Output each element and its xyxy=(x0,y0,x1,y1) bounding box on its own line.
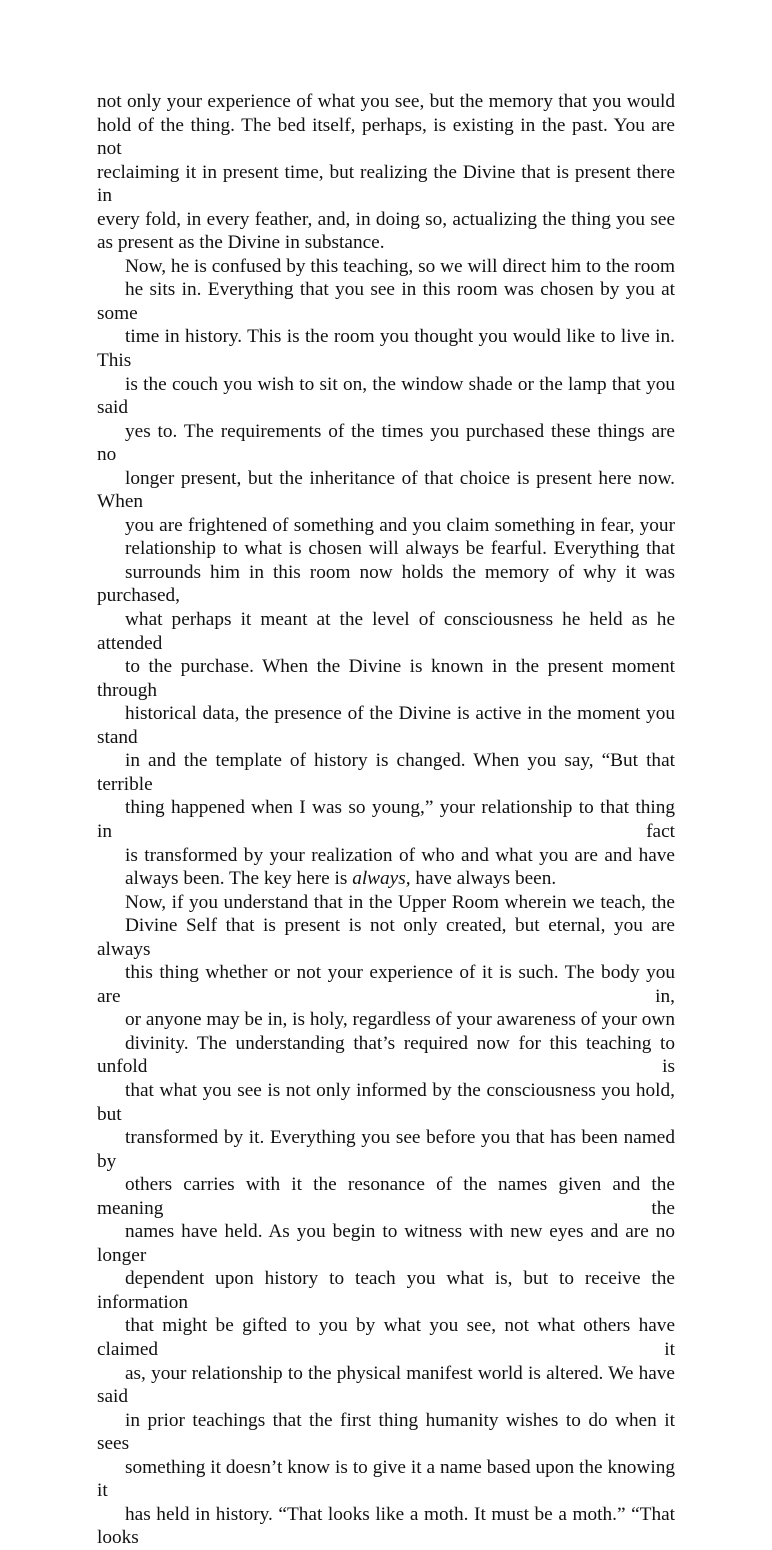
text-line: others carries with it the resonance of the names given and the meaning the xyxy=(97,1174,675,1219)
text-line: always been. The key here is always, have always been. xyxy=(125,868,557,890)
text-line: in and the template of history is changed. When you say, “But that terrible xyxy=(97,750,675,795)
text-line: names have held. As you begin to witness with new eyes and are no longer xyxy=(97,1221,675,1266)
text-line: time in history. This is the room you thought you would like to live in. This xyxy=(97,326,675,372)
text-line: he sits in. Everything that you see in this room was chosen by you at some xyxy=(97,279,675,324)
text-line: reclaiming it in present time, but realizing the Divine that is present there in xyxy=(97,161,675,207)
text-line: or anyone may be in, is holy, regardless of your awareness of your own xyxy=(125,1009,675,1031)
text-line: thing happened when I was so young,” your relationship to that thing in fact xyxy=(97,797,675,842)
paragraph xyxy=(97,255,675,891)
text-line: is transformed by your realization of who and what you are and have xyxy=(125,844,675,866)
text-line: divinity. The understanding that’s required now for this teaching to unfold is xyxy=(97,1032,675,1078)
text-line: not only your experience of what you see, but the memory that you would xyxy=(97,91,675,112)
text-line: Now, if you understand that in the Upper Room wherein we teach, the xyxy=(125,891,675,913)
text-line: as present as the Divine in substance. xyxy=(97,232,385,254)
text-line: every fold, in every feather, and, in doing so, actualizing the thing you see xyxy=(97,208,675,230)
text-line: has held in history. “That looks like a moth. It must be a moth.” “That looks xyxy=(97,1503,675,1549)
text-line: that might be gifted to you by what you see, not what others have claimed it xyxy=(97,1315,675,1360)
text-line: that what you see is not only informed by the consciousness you hold, but xyxy=(97,1079,675,1125)
text-line: in prior teachings that the first thing humanity wishes to do when it sees xyxy=(97,1409,675,1455)
text-line: as, your relationship to the physical manifest world is altered. We have said xyxy=(97,1362,675,1408)
paragraph xyxy=(97,891,675,1550)
text-line: what perhaps it meant at the level of consciousness he held as he attended xyxy=(97,609,675,654)
text-line: transformed by it. Everything you see before you that has been named by xyxy=(97,1127,675,1172)
paragraph xyxy=(97,90,675,255)
text-line: hold of the thing. The bed itself, perhaps, is existing in the past. You are not xyxy=(97,114,675,160)
text-line: surrounds him in this room now holds the memory of why it was purchased, xyxy=(97,561,675,607)
text-line: yes to. The requirements of the times you purchased these things are no xyxy=(97,420,675,466)
text-line: this thing whether or not your experience of it is such. The body you are in, xyxy=(97,962,675,1007)
text-line: relationship to what is chosen will always be fearful. Everything that xyxy=(125,538,675,560)
text-line: is the couch you wish to sit on, the window shade or the lamp that you said xyxy=(97,373,675,419)
book-page xyxy=(97,90,675,1550)
text-line: to the purchase. When the Divine is known in the present moment through xyxy=(97,656,675,701)
text-line: something it doesn’t know is to give it a name based upon the knowing it xyxy=(97,1456,675,1502)
text-line: dependent upon history to teach you what is, but to receive the information xyxy=(97,1268,675,1313)
text-line: Now, he is confused by this teaching, so we will direct him to the room xyxy=(125,255,675,277)
text-line: you are frightened of something and you claim something in fear, your xyxy=(125,514,675,536)
text-line: longer present, but the inheritance of that choice is present here now. When xyxy=(97,467,675,513)
text-line: Divine Self that is present is not only created, but eternal, you are always xyxy=(97,915,675,960)
text-line: historical data, the presence of the Divine is active in the moment you stand xyxy=(97,703,675,748)
